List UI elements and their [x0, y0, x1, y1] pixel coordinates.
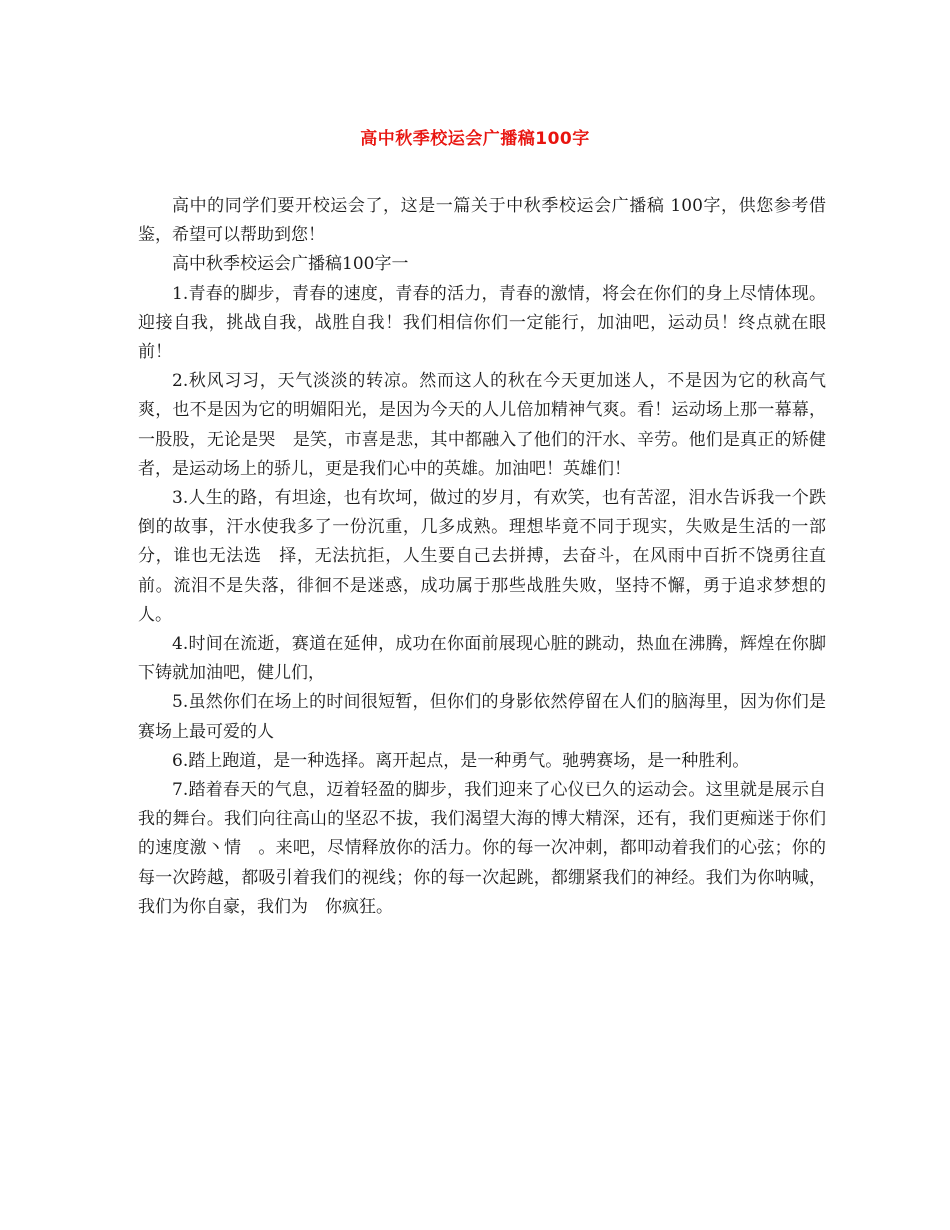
paragraph-subtitle: 高中秋季校运会广播稿100字一 — [172, 254, 409, 275]
paragraph-item-4: 4.时间在流逝，赛道在延伸，成功在你面前展现心脏的跳动，热血在沸腾，辉煌在你脚下铸就加油吧，健儿们， — [138, 634, 826, 684]
paragraph-item-5: 5.虽然你们在场上的时间很短暂，但你们的身影依然停留在人们的脑海里，因为你们是赛场上最可爱的人 — [138, 692, 826, 742]
paragraph-item-2: 2.秋风习习，天气淡淡的转凉。然而这人的秋在今天更加迷人，不是因为它的秋高气爽，也不是因为它的明媚阳光，是因为今天的人儿倍加精神气爽。看！运动场上那一幕幕，一股股，无论是哭 是笑，市喜是悲，其中都融入了他们的汗水、辛劳。他们是真正的矫健者，是运动场上的骄儿，更是我们心中的英雄。加油吧！英雄们！ — [138, 371, 826, 479]
paragraph-item-6: 6.踏上跑道，是一种选择。离开起点，是一种勇气。驰骋赛场，是一种胜利。 — [172, 750, 750, 771]
paragraph-item-3: 3.人生的路，有坦途，也有坎坷，做过的岁月，有欢笑，也有苦涩，泪水告诉我一个跌倒的故事，汗水使我多了一份沉重，几多成熟。理想毕竟不同于现实，失败是生活的一部分，谁也无法选 择，无法抗拒，人生要自己去拼搏，去奋斗，在风雨中百折不饶勇往直前。流泪不是失落，徘徊不是迷惑，成功属于那些战胜失败，坚持不懈，勇于追求梦想的人。 — [138, 488, 826, 625]
document-title: 高中秋季校运会广播稿100字 — [360, 129, 590, 149]
paragraph-item-1: 1.青春的脚步，青春的速度，青春的活力，青春的激情，将会在你们的身上尽情体现。迎接自我，挑战自我，战胜自我！我们相信你们一定能行，加油吧，运动员！终点就在眼前！ — [138, 283, 826, 363]
paragraph-item-7: 7.踏着春天的气息，迈着轻盈的脚步，我们迎来了心仪已久的运动会。这里就是展示自我的舞台。我们向往高山的坚忍不拔，我们渴望大海的博大精深，还有，我们更痴迷于你们的速度激丶情 。来吧，尽情释放你的活力。你的每一次冲刺，都叩动着我们的心弦；你的每一次跨越，都吸引着我们的视线；你的每一次起跳，都绷紧我们的神经。我们为你呐喊，我们为你自豪，我们为 你疯狂。 — [138, 780, 826, 917]
document-body — [138, 192, 826, 922]
paragraph-intro: 高中的同学们要开校运会了，这是一篇关于中秋季校运会广播稿 100字，供您参考借鉴，希望可以帮助到您！ — [138, 196, 826, 246]
